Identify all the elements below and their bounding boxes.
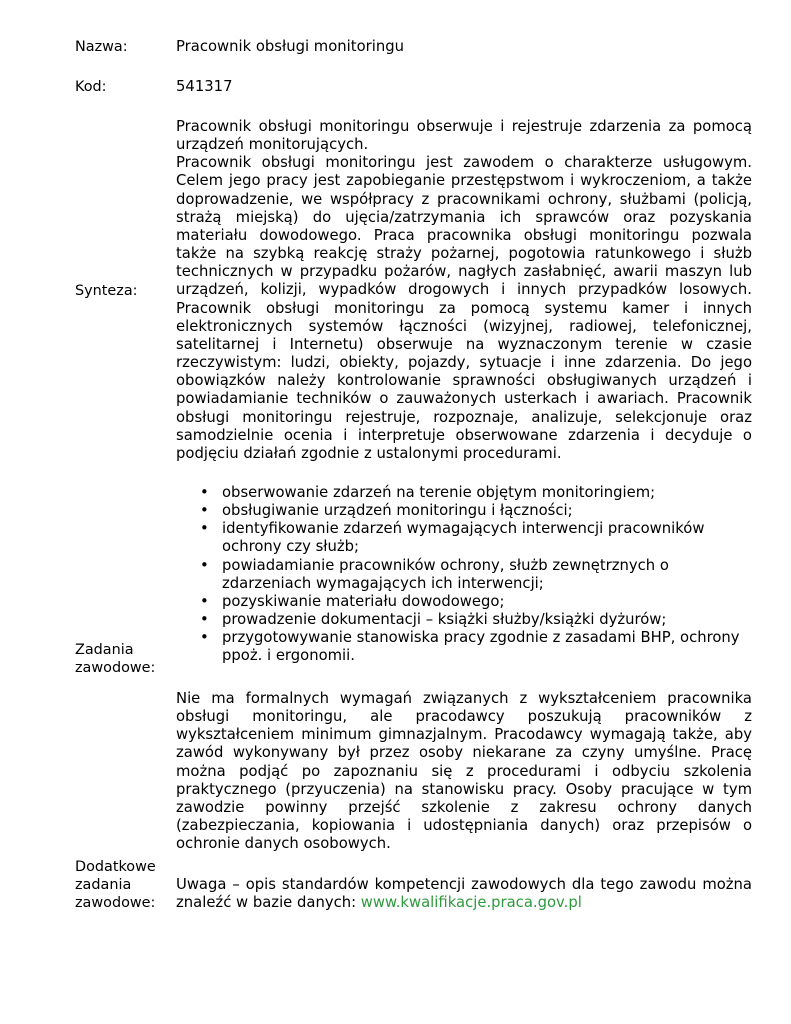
bullet-icon: •	[200, 556, 209, 574]
bullet-icon: •	[200, 502, 209, 520]
synthesis-paragraph: Pracownik obsługi monitoringu obserwuje i rejestruje zdarzenia za pomocą urządzeń monitorujących.	[176, 118, 752, 154]
tasks-label	[75, 641, 155, 677]
note-text: Uwaga – opis standardów kompetencji zawodowych dla tego zawodu można znaleźć w bazie danych:	[176, 876, 752, 912]
task-text: pozyskiwanie materiału dowodowego;	[222, 592, 505, 610]
synthesis-label: Synteza:	[75, 283, 138, 299]
task-text: powiadamianie pracowników ochrony, służb zewnętrznych o zdarzeniach wymagających ich interwencji;	[222, 556, 669, 592]
bullet-icon: •	[200, 611, 209, 629]
task-text: obserwowanie zdarzeń na terenie objętym monitoringiem;	[222, 484, 656, 501]
synthesis-text	[176, 118, 752, 463]
list-item	[176, 611, 752, 629]
bullet-icon: •	[200, 629, 209, 647]
additional-note	[176, 876, 752, 912]
list-item	[176, 502, 752, 520]
list-item	[176, 520, 752, 556]
occupation-code: 541317	[176, 78, 233, 95]
list-item	[176, 593, 752, 611]
bullet-icon: •	[200, 592, 209, 610]
list-item	[176, 484, 752, 502]
kwalifikacje-link[interactable]: www.kwalifikacje.praca.gov.pl	[360, 894, 582, 912]
tasks-label-line: Zadania	[75, 642, 134, 658]
bullet-icon: •	[200, 520, 209, 538]
additional-label-line: zadania	[75, 877, 132, 893]
task-text: przygotowywanie stanowiska pracy zgodnie z zasadami BHP, ochrony ppoż. i ergonomii.	[222, 629, 740, 665]
additional-text	[176, 690, 752, 853]
list-item	[176, 557, 752, 593]
list-item	[176, 629, 752, 665]
additional-label	[75, 858, 156, 912]
code-label: Kod:	[75, 79, 107, 95]
additional-paragraph: Nie ma formalnych wymagań związanych z wykształceniem pracownika obsługi monitoringu, ale pracodawcy poszukują pracowników z wykształceniem minimum gimnazjalnym. Pracodawcy wymagają także, aby zawód wykonywany był przez osoby niekarane za czyny umyślne. Pracę można podjąć po zapoznaniu się z procedurami i odbyciu szkolenia praktycznego (przyuczenia) na stanowisku pracy. Osoby pracujące w tym zawodzie powinny przejść szkolenie z zakresu ochrony danych (zabezpieczania, kopiowania i udostępniania danych) oraz przepisów o ochronie danych osobowych.	[176, 690, 752, 853]
task-text: obsługiwanie urządzeń monitoringu i łączności;	[222, 502, 573, 520]
task-text: identyfikowanie zdarzeń wymagających interwencji pracowników ochrony czy służb;	[222, 520, 705, 556]
additional-label-line: Dodatkowe	[75, 859, 156, 875]
occupation-name: Pracownik obsługi monitoringu	[176, 38, 404, 55]
tasks-list	[176, 484, 752, 666]
name-label: Nazwa:	[75, 39, 128, 55]
additional-label-line: zawodowe:	[75, 895, 156, 911]
task-text: prowadzenie dokumentacji – książki służby/książki dyżurów;	[222, 611, 667, 629]
bullet-icon: •	[200, 484, 209, 501]
synthesis-paragraph: Pracownik obsługi monitoringu jest zawodem o charakterze usługowym. Celem jego pracy jest zapobieganie przestępstwom i wykroczeniom, a także doprowadzenie, we współpracy z pracownikami ochrony, służbami (policją, strażą miejską) do ujęcia/zatrzymania ich sprawców oraz pozyskania materiału dowodowego. Praca pracownika obsługi monitoringu pozwala także na szybką reakcję straży pożarnej, pogotowia ratunkowego i służb technicznych w przypadku pożarów, nagłych zasłabnięć, awarii maszyn lub urządzeń, kolizji, wypadków drogowych i innych przypadków losowych. Pracownik obsługi monitoringu za pomocą systemu kamer i innych elektronicznych systemów łączności (wizyjnej, radiowej, telefonicznej, satelitarnej i Internetu) obserwuje na wyznaczonym terenie w czasie rzeczywistym: ludzi, obiekty, pojazdy, sytuacje i inne zdarzenia. Do jego obowiązków należy kontrolowanie sprawności obsługiwanych urządzeń i powiadamianie techników o zauważonych usterkach i awariach. Pracownik obsługi monitoringu rejestruje, rozpoznaje, analizuje, selekcjonuje oraz samodzielnie ocenia i interpretuje obserwowane zdarzenia i decyduje o podjęciu działań zgodnie z ustalonymi procedurami.	[176, 154, 752, 462]
tasks-label-line: zawodowe:	[75, 660, 156, 676]
